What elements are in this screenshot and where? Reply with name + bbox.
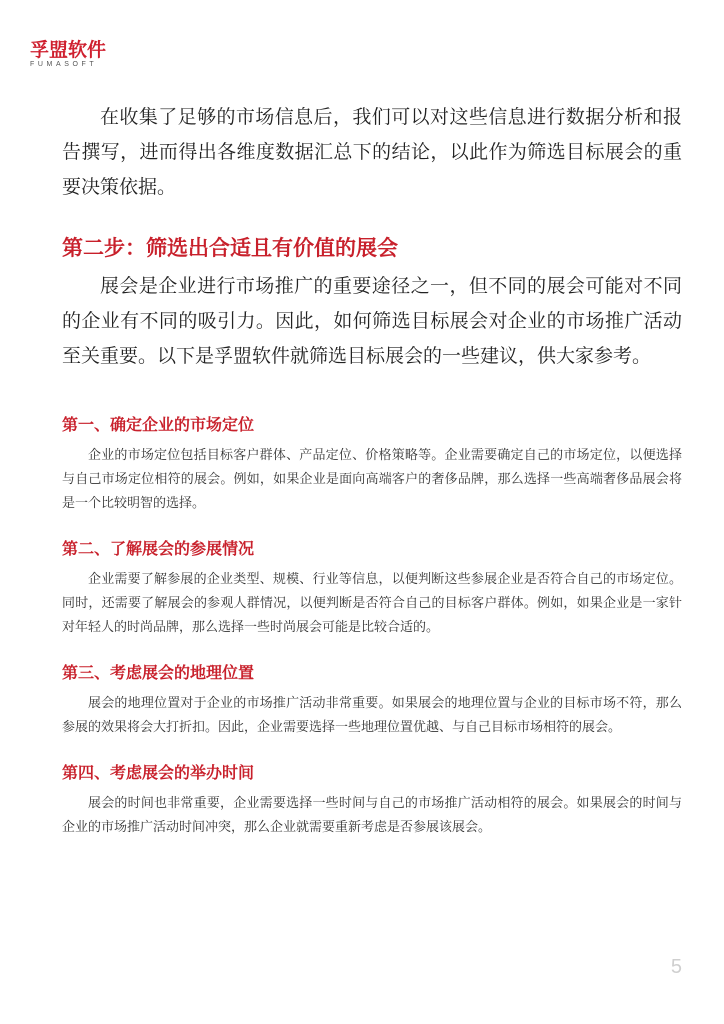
step-two-section — [62, 233, 682, 374]
logo-english-text: FUMASOFT — [30, 61, 98, 68]
page-number: 5 — [670, 956, 682, 978]
subsection-heading: 第三、考虑展会的地理位置 — [62, 663, 255, 682]
subsection-location — [62, 662, 682, 740]
subsection-heading: 第四、考虑展会的举办时间 — [62, 763, 255, 782]
subsection-heading: 第一、确定企业的市场定位 — [62, 415, 255, 434]
intro-paragraph: 在收集了足够的市场信息后，我们可以对这些信息进行数据分析和报告撰写，进而得出各维度数据汇总下的结论，以此作为筛选目标展会的重要决策依据。 — [62, 106, 682, 198]
subsection-paragraph: 展会的地理位置对于企业的市场推广活动非常重要。如果展会的地理位置与企业的目标市场不符，那么参展的效果将会大打折扣。因此，企业需要选择一些地理位置优越、与自己目标市场相符的展会。 — [62, 696, 682, 735]
document-body — [62, 100, 682, 862]
subsection-schedule — [62, 762, 682, 840]
intro-block — [62, 100, 682, 205]
logo-chinese-text: 孚盟软件 — [30, 39, 107, 61]
subsection-exhibitor-info — [62, 538, 682, 640]
subsection-paragraph: 企业的市场定位包括目标客户群体、产品定位、价格策略等。企业需要确定自己的市场定位，以便选择与自己市场定位相符的展会。例如，如果企业是面向高端客户的奢侈品牌，那么选择一些高端奢侈品展会将是一个比较明智的选择。 — [62, 448, 682, 511]
subsection-heading: 第二、了解展会的参展情况 — [62, 539, 255, 558]
subsection-paragraph: 企业需要了解参展的企业类型、规模、行业等信息，以便判断这些参展企业是否符合自己的市场定位。同时，还需要了解展会的参观人群情况，以便判断是否符合自己的目标客户群体。例如，如果企业是一家针对年轻人的时尚品牌，那么选择一些时尚展会可能是比较合适的。 — [62, 572, 682, 635]
subsection-paragraph: 展会的时间也非常重要，企业需要选择一些时间与自己的市场推广活动相符的展会。如果展会的时间与企业的市场推广活动时间冲突，那么企业就需要重新考虑是否参展该展会。 — [62, 796, 682, 835]
subsection-market-positioning — [62, 414, 682, 516]
step-two-heading: 第二步：筛选出合适且有价值的展会 — [62, 236, 398, 260]
company-logo — [30, 40, 150, 69]
step-two-paragraph: 展会是企业进行市场推广的重要途径之一，但不同的展会可能对不同的企业有不同的吸引力。因此，如何筛选目标展会对企业的市场推广活动至关重要。以下是孚盟软件就筛选目标展会的一些建议，供大家参考。 — [62, 275, 682, 367]
